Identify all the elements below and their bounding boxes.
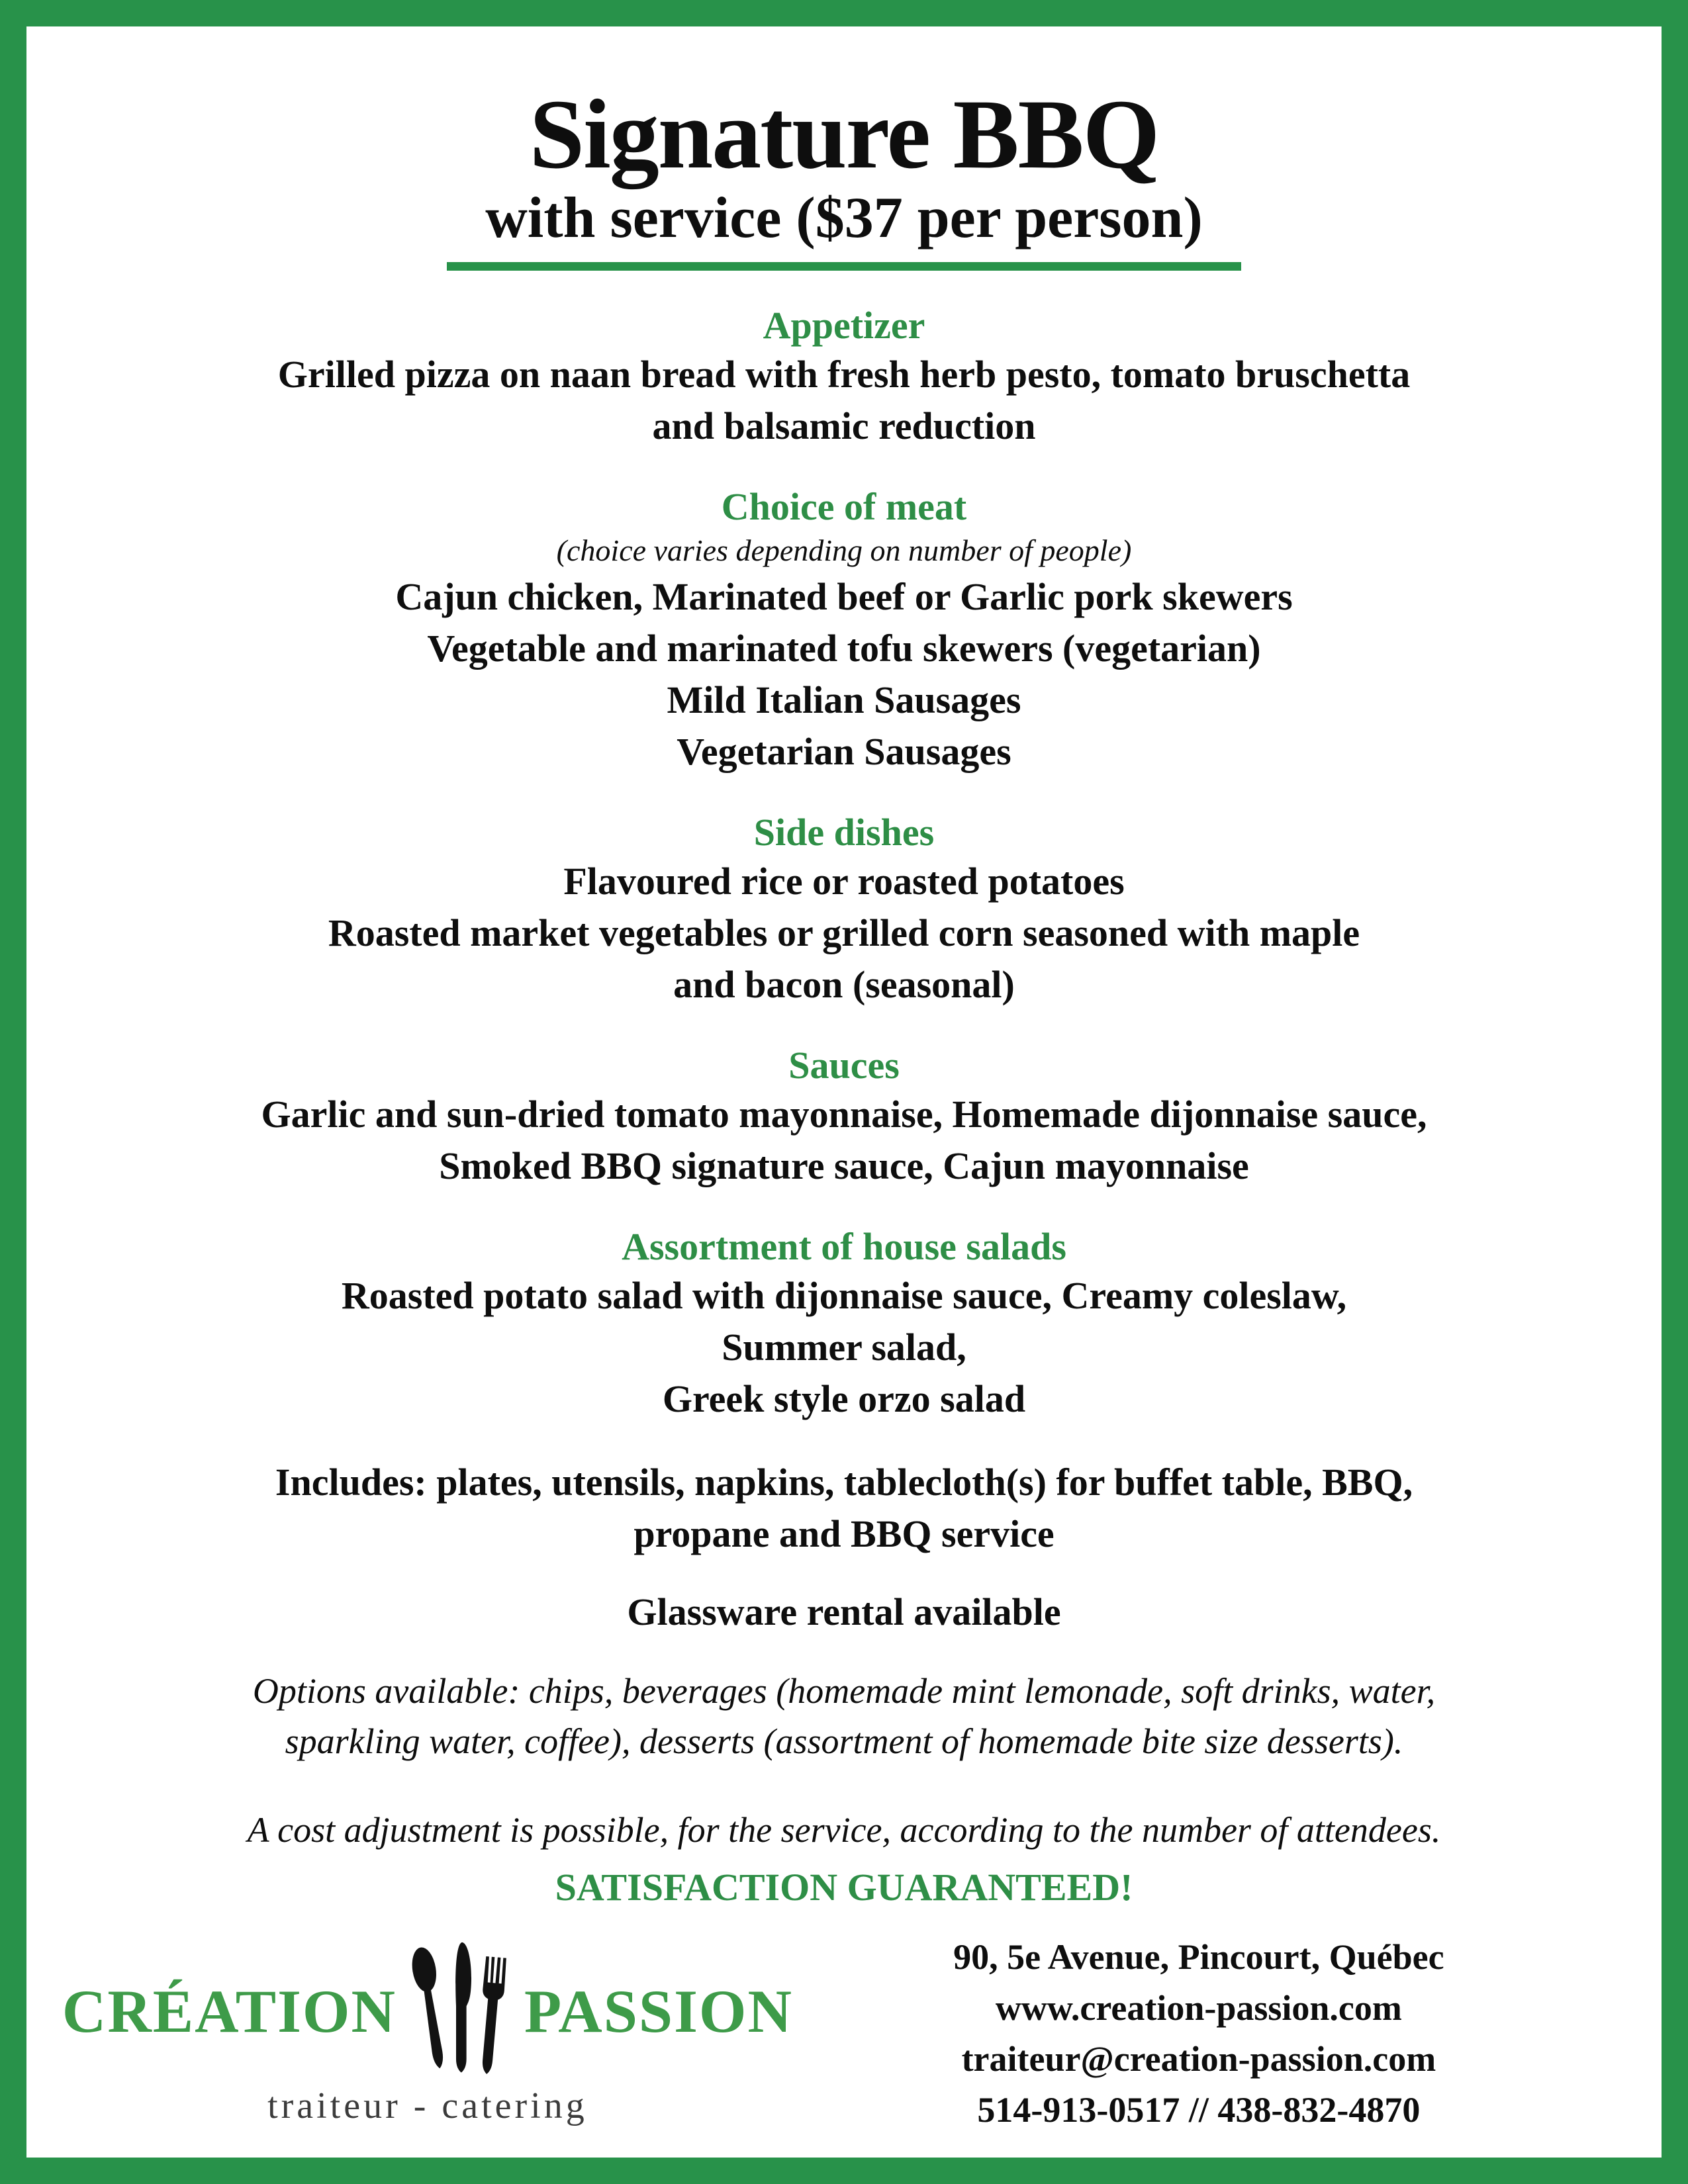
contact-address: 90, 5e Avenue, Pincourt, Québec (953, 1937, 1444, 1977)
satisfaction-guaranteed-text: SATISFACTION GUARANTEED! (555, 1866, 1133, 1909)
menu-line: Flavoured rice or roasted potatoes (563, 860, 1125, 903)
menu-line: Greek style orzo salad (662, 1377, 1026, 1420)
menu-line: Cajun chicken, Marinated beef or Garlic pork skewers (395, 575, 1293, 618)
menu-line: Summer salad, (722, 1326, 966, 1369)
section-heading-sauces: Sauces (788, 1044, 900, 1087)
menu-line: and bacon (seasonal) (673, 963, 1015, 1006)
menu-line: Mild Italian Sausages (667, 678, 1021, 721)
section-heading-house-salads: Assortment of house salads (622, 1225, 1066, 1268)
includes-line: propane and BBQ service (633, 1512, 1055, 1555)
cost-note-line: A cost adjustment is possible, for the service, according to the number of attendees. (247, 1810, 1441, 1850)
menu-line: and balsamic reduction (652, 404, 1036, 447)
options-note-line: Options available: chips, beverages (homemade mint lemonade, soft drinks, water, (252, 1671, 1436, 1711)
options-note-block (26, 1666, 1662, 1766)
options-note-line: sparkling water, coffee), desserts (assortment of homemade bite size desserts). (285, 1721, 1403, 1761)
contact-email: traiteur@creation-passion.com (961, 2039, 1436, 2079)
menu-line: Roasted potato salad with dijonnaise sauce, Creamy coleslaw, (341, 1274, 1347, 1317)
menu-line: Smoked BBQ signature sauce, Cajun mayonnaise (439, 1144, 1249, 1187)
menu-line: Vegetable and marinated tofu skewers (vegetarian) (427, 627, 1261, 670)
section-heading-choice-of-meat: Choice of meat (721, 485, 967, 528)
page-subtitle: with service ($37 per person) (485, 186, 1203, 250)
contact-phones: 514-913-0517 // 438-832-4870 (977, 2090, 1421, 2130)
logo-block (62, 1928, 793, 2127)
menu-content (26, 26, 1662, 2136)
cutlery-icon (406, 1940, 515, 2082)
contact-block (782, 1932, 1615, 2136)
menu-line: Grilled pizza on naan bread with fresh herb pesto, tomato bruschetta (277, 353, 1411, 396)
glassware-line: Glassware rental available (627, 1590, 1061, 1633)
logo-tagline: traiteur - catering (267, 2085, 588, 2126)
footer (26, 1928, 1662, 2136)
contact-website: www.creation-passion.com (995, 1988, 1402, 2028)
menu-line: Roasted market vegetables or grilled corn seasoned with maple (328, 911, 1360, 954)
logo-word-creation: CRÉATION (62, 1977, 397, 2045)
includes-line: Includes: plates, utensils, napkins, tablecloth(s) for buffet table, BBQ, (275, 1461, 1413, 1504)
title-underline (447, 262, 1241, 271)
logo-row (62, 1940, 793, 2082)
menu-line: Vegetarian Sausages (677, 730, 1011, 773)
page-title: Signature BBQ (529, 79, 1159, 189)
menu-line: Garlic and sun-dried tomato mayonnaise, Homemade dijonnaise sauce, (261, 1093, 1427, 1136)
logo-word-passion: PASSION (524, 1977, 793, 2045)
section-heading-side-dishes: Side dishes (753, 811, 935, 854)
includes-block (26, 1457, 1662, 1560)
section-heading-appetizer: Appetizer (763, 304, 925, 347)
choice-note: (choice varies depending on number of people) (556, 533, 1132, 567)
